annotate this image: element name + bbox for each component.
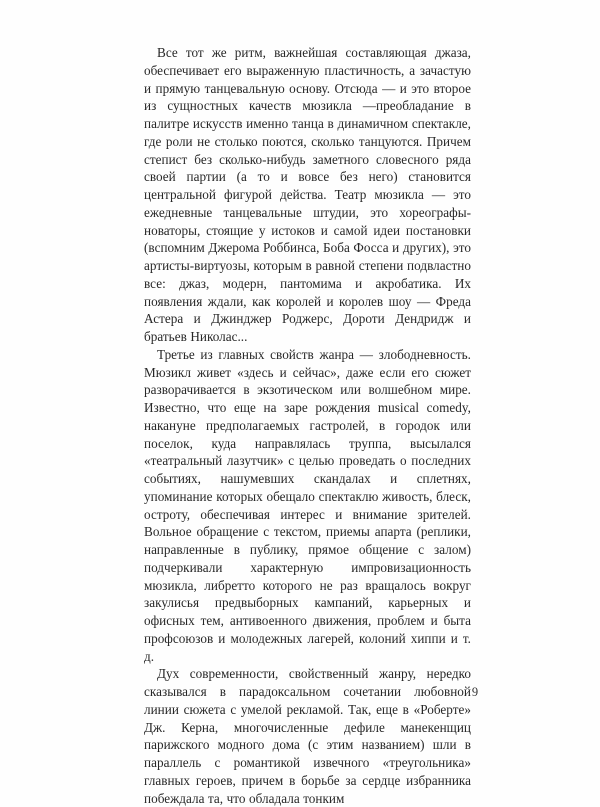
paragraph: Третье из главных свойств жанра — злободневность. Мюзикл живет «здесь и сейчас», даже если его сюжет разворачивается в экзотическом или волшебном мире. Известно, что еще на заре рождения musical comedy, накануне предполагаемых гастролей, в городок или поселок, куда направлялась труппа, высылался «театральный лазутчик» с целью проведать о последних событиях, нашумевших скандалах и сплетнях, упоминание которых обещало спектаклю живость, блеск, остроту, обеспечивая интерес и внимание зрителей. Вольное обращение с текстом, приемы апарта (реплики, направленные в публику, прямое общение с залом) подчеркивали характерную импровизационность мюзикла, либретто которого не раз вращалось вокруг закулисья предвыборных кампаний, карьерных и офисных тем, антивоенного движения, проблем и быта профсоюзов и молодежных лагерей, колоний хиппи и т. д. — [144, 346, 471, 664]
paragraph: Все тот же ритм, важнейшая составляющая джаза, обеспечивает его выраженную пластичность, а зачастую и прямую танцевальную основу. Отсюда — и это второе из сущностных качеств мюзикла —преобладание в палитре искусств именно танца в динамичном спектакле, где роли не столько поются, сколько танцуются. Причем степист без сколько-нибудь заметного словесного ряда своей партии (а то и вовсе без него) становится центральной фигурой действа. Театр мюзикла — это ежедневные танцевальные штудии, это хореографы-новаторы, стоящие у истоков и самой идеи постановки (вспомним Джерома Роббинса, Боба Фосса и других), это артисты-виртуозы, которым в равной степени подвластно все: джаз, модерн, пантомима и акробатика. Их появления ждали, как королей и королев шоу — Фреда Астера и Джинджер Роджерс, Дороти Дендридж и братьев Николас... — [144, 45, 471, 344]
body-text-block — [144, 44, 471, 807]
page-number: 9 — [471, 685, 479, 699]
paragraph: Дух современности, свойственный жанру, нередко сказывался в парадоксальном сочетании любовной линии сюжета с умелой рекламой. Так, еще в «Роберте» Дж. Керна, многочисленные дефиле манекенщиц парижского модного дома (с этим названием) шли в параллель с романтикой извечного «треугольника» главных героев, причем в борьбе за сердце избранника побеждала та, что обладала тонким — [144, 666, 471, 806]
